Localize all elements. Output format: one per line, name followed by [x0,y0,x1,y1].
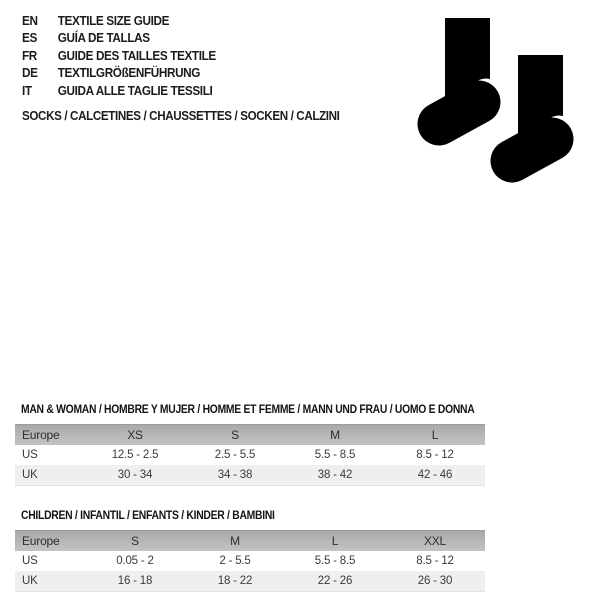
size-table-children [15,510,485,592]
column-header-s: S [131,534,139,548]
size-value: 38 - 42 [317,469,353,481]
row-label: UK [22,469,38,481]
size-value: 26 - 30 [417,575,453,587]
language-code: FR [22,48,37,63]
sock-left [439,18,503,124]
language-row-de [22,65,216,82]
size-value: 30 - 34 [117,469,153,481]
column-header-l: L [431,428,439,442]
size-value: 12.5 - 2.5 [111,449,159,461]
size-value: 2 - 5.5 [219,555,251,567]
sock-right [512,55,576,161]
column-header-europe: Europe [22,428,60,442]
size-value: 8.5 - 12 [416,449,454,461]
row-label: UK [22,575,38,587]
language-guide-list [22,13,216,100]
language-code: IT [22,83,32,98]
size-value: 18 - 22 [217,575,253,587]
size-value: 16 - 18 [117,575,153,587]
language-code: DE [22,66,38,81]
table-row-us [15,551,485,571]
size-table-grid [15,424,485,486]
table-title: CHILDREN / INFANTIL / ENFANTS / KINDER / BAMBINI [21,510,275,522]
size-table-grid [15,530,485,592]
language-row-en [22,13,216,30]
language-code: ES [22,31,37,46]
language-guide-title: GUIDA ALLE TAGLIE TESSILI [57,83,213,98]
size-value: 42 - 46 [417,469,453,481]
language-guide-title: TEXTILGRÖßENFÜHRUNG [57,66,201,81]
column-header-s: S [231,428,239,442]
language-row-it [22,83,216,100]
column-header-xs: XS [127,428,143,442]
table-row-uk [15,465,485,486]
size-value: 5.5 - 8.5 [314,555,356,567]
table-header-row [15,424,485,445]
language-guide-title: GUIDE DES TAILLES TEXTILE [57,48,216,63]
column-header-europe: Europe [22,534,60,548]
size-value: 2.5 - 5.5 [214,449,256,461]
size-value: 22 - 26 [317,575,353,587]
language-code: EN [22,14,38,28]
table-header-row [15,530,485,551]
column-header-m: M [330,428,340,442]
column-header-l: L [331,534,339,548]
size-value: 0.05 - 2 [116,555,154,567]
column-header-m: M [230,534,240,548]
table-row-us [15,445,485,465]
row-label: US [22,555,38,567]
size-value: 34 - 38 [217,469,253,481]
column-header-xxl: XXL [423,534,447,548]
size-value: 8.5 - 12 [416,555,454,567]
language-guide-title: TEXTILE SIZE GUIDE [57,14,170,28]
category-line: SOCKS / CALCETINES / CHAUSSETTES / SOCKEN / CALZINI [22,109,340,123]
table-row-uk [15,571,485,592]
language-guide-title: GUÍA DE TALLAS [57,31,150,46]
size-table-man-woman [15,404,485,486]
language-row-fr [22,48,216,65]
table-title: MAN & WOMAN / HOMBRE Y MUJER / HOMME ET FEMME / MANN UND FRAU / UOMO E DONNA [21,404,475,416]
language-row-es [22,30,216,47]
socks-icon [408,12,578,184]
size-value: 5.5 - 8.5 [314,449,356,461]
row-label: US [22,449,38,461]
